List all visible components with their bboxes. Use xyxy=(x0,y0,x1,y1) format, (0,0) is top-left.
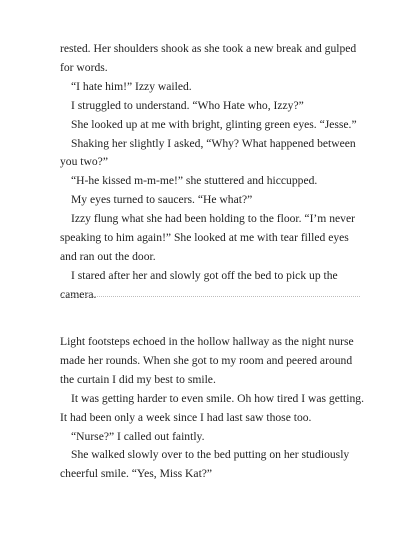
paragraph: Shaking her slightly I asked, “Why? What happened between you two?” xyxy=(60,136,356,169)
scene-break-divider xyxy=(60,296,360,297)
paragraph: “Nurse?” I called out faintly. xyxy=(71,429,205,443)
paragraph: “H-he kissed m-m-me!” she stuttered and hiccupped. xyxy=(71,174,318,188)
paragraph: It was getting harder to even smile. Oh how tired I was getting. It had been only a week since I had last saw those too. xyxy=(60,391,364,424)
paragraph: My eyes turned to saucers. “He what?” xyxy=(71,193,253,207)
paragraph: I struggled to understand. “Who Hate who, Izzy?” xyxy=(71,98,304,112)
paragraph: I stared after her and slowly got off the bed to pick up the camera. xyxy=(60,268,338,301)
paragraph: rested. Her shoulders shook as she took a new break and gulped for words. xyxy=(60,42,357,74)
story-section-top xyxy=(60,40,365,305)
story-section-bottom xyxy=(60,333,365,484)
paragraph: She walked slowly over to the bed putting on her studiously cheerful smile. “Yes, Miss Kat?” xyxy=(60,448,350,481)
paragraph: She looked up at me with bright, glinting green eyes. “Jesse.” xyxy=(71,117,357,131)
paragraph: Izzy flung what she had been holding to the floor. “I’m never speaking to him again!” She looked at me with tear filled eyes and ran out the door. xyxy=(60,212,355,263)
paragraph: “I hate him!” Izzy wailed. xyxy=(71,79,192,93)
paragraph: Light footsteps echoed in the hollow hallway as the night nurse made her rounds. When she got to my room and peered around the curtain I did my best to smile. xyxy=(60,335,354,386)
